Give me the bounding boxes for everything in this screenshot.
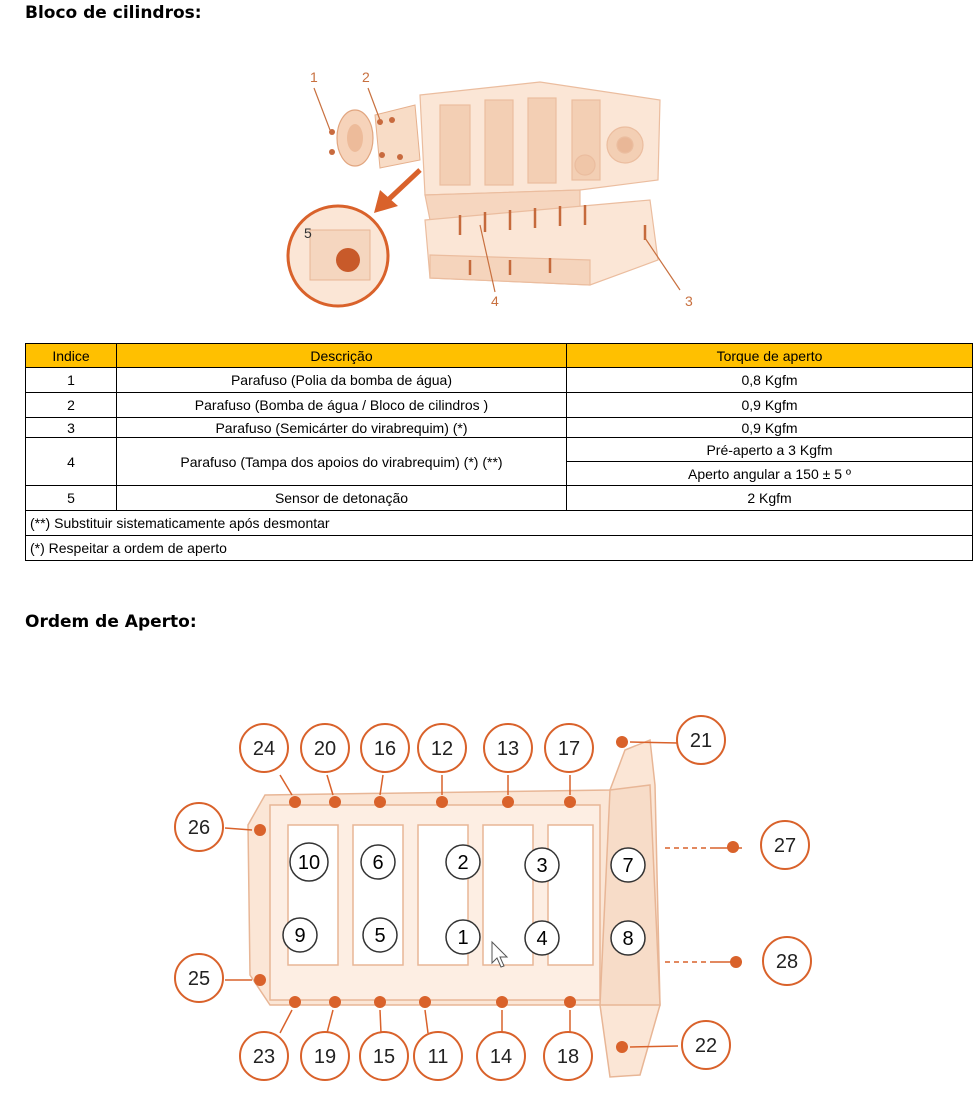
inner-label: 6 <box>372 852 384 874</box>
row-torque: 0,8 Kgfm <box>567 368 973 393</box>
note-replace: (**) Substituir sistematicamente após desmontar <box>26 511 973 536</box>
torque-table <box>25 343 973 561</box>
inner-label: 5 <box>374 925 386 947</box>
outer-label: 16 <box>373 738 397 760</box>
table-row <box>26 486 973 511</box>
inner-bolt-9 <box>283 918 317 952</box>
outer-bolt-18 <box>544 1032 592 1080</box>
header-index: Indice <box>26 344 117 368</box>
outer-label: 26 <box>187 817 211 839</box>
outer-label: 13 <box>496 738 520 760</box>
outer-bolt-24 <box>240 724 288 772</box>
outer-label: 11 <box>427 1046 449 1068</box>
engine-block-figure <box>280 60 700 315</box>
row-torque: 0,9 Kgfm <box>567 393 973 418</box>
outer-bolt-15 <box>360 1032 408 1080</box>
inner-label: 1 <box>457 927 469 949</box>
outer-bolt-16 <box>361 724 409 772</box>
water-pump-pulley <box>329 105 420 168</box>
callout-1: 1 <box>310 69 318 85</box>
section-title-block: Bloco de cilindros: <box>25 3 202 23</box>
inner-label: 7 <box>622 855 634 877</box>
table-row <box>26 368 973 393</box>
outer-bolt-13 <box>484 724 532 772</box>
callout-3: 3 <box>685 293 693 309</box>
outer-bolt-23 <box>240 1032 288 1080</box>
outer-label: 28 <box>775 951 799 973</box>
row-index: 4 <box>26 438 117 486</box>
inner-bolt-2 <box>446 845 480 879</box>
inner-bolt-3 <box>525 848 559 882</box>
outer-bolt-27 <box>761 821 809 869</box>
outer-label: 27 <box>773 835 797 857</box>
table-note-row <box>26 511 973 536</box>
callout-2: 2 <box>362 69 370 85</box>
outer-label: 21 <box>689 730 713 752</box>
inner-bolt-6 <box>361 845 395 879</box>
inner-label: 3 <box>536 855 548 877</box>
outer-bolt-12 <box>418 724 466 772</box>
row-description: Sensor de detonação <box>117 486 567 511</box>
outer-label: 19 <box>313 1046 337 1068</box>
row-torque: 0,9 Kgfm <box>567 418 973 438</box>
detail-arrow <box>374 170 420 213</box>
outer-bolt-26 <box>175 803 223 851</box>
row-index: 3 <box>26 418 117 438</box>
row-description: Parafuso (Semicárter do virabrequim) (*) <box>117 418 567 438</box>
row-torque-pre: Pré-aperto a 3 Kgfm <box>567 438 973 462</box>
tightening-order-figure <box>170 705 820 1095</box>
table-row <box>26 393 973 418</box>
callout-5: 5 <box>304 225 312 241</box>
row-index: 1 <box>26 368 117 393</box>
inner-bolt-8 <box>611 921 645 955</box>
row-torque: 2 Kgfm <box>567 486 973 511</box>
outer-bolt-19 <box>301 1032 349 1080</box>
row-index: 2 <box>26 393 117 418</box>
knock-sensor-detail <box>288 206 388 306</box>
inner-label: 2 <box>457 852 469 874</box>
table-header-row <box>26 344 973 368</box>
row-description: Parafuso (Tampa dos apoios do virabrequim) (*) (**) <box>117 438 567 486</box>
outer-bolt-25 <box>175 954 223 1002</box>
header-torque: Torque de aperto <box>567 344 973 368</box>
outer-label: 25 <box>187 968 211 990</box>
outer-bolt-21 <box>677 716 725 764</box>
callout-4: 4 <box>491 293 499 309</box>
outer-label: 15 <box>372 1046 396 1068</box>
crankcase-outline <box>248 740 660 1077</box>
outer-label: 14 <box>489 1046 513 1068</box>
outer-label: 17 <box>557 738 581 760</box>
table-row <box>26 418 973 438</box>
section-title-order: Ordem de Aperto: <box>25 612 197 632</box>
row-description: Parafuso (Bomba de água / Bloco de cilindros ) <box>117 393 567 418</box>
inner-label: 10 <box>297 852 321 874</box>
row-index: 5 <box>26 486 117 511</box>
table-note-row <box>26 536 973 561</box>
inner-bolt-5 <box>363 918 397 952</box>
inner-bolt-1 <box>446 920 480 954</box>
inner-label: 9 <box>294 925 306 947</box>
outer-label: 24 <box>252 738 276 760</box>
outer-bolt-22 <box>682 1021 730 1069</box>
cylinder-block-illustration <box>420 82 660 220</box>
header-description: Descrição <box>117 344 567 368</box>
outer-bolt-14 <box>477 1032 525 1080</box>
inner-label: 4 <box>536 928 548 950</box>
outer-label: 12 <box>430 738 454 760</box>
row-torque-angular: Aperto angular a 150 ± 5 º <box>567 462 973 486</box>
inner-bolt-7 <box>611 848 645 882</box>
row-description: Parafuso (Polia da bomba de água) <box>117 368 567 393</box>
outer-bolt-28 <box>763 937 811 985</box>
outer-label: 22 <box>694 1035 718 1057</box>
outer-label: 23 <box>252 1046 276 1068</box>
note-order: (*) Respeitar a ordem de aperto <box>26 536 973 561</box>
inner-label: 8 <box>622 928 634 950</box>
table-row <box>26 438 973 462</box>
outer-bolt-20 <box>301 724 349 772</box>
outer-label: 18 <box>556 1046 580 1068</box>
outer-bolt-17 <box>545 724 593 772</box>
outer-bolt-11 <box>414 1032 462 1080</box>
inner-bolt-10 <box>290 843 328 881</box>
inner-bolt-4 <box>525 921 559 955</box>
outer-label: 20 <box>313 738 337 760</box>
